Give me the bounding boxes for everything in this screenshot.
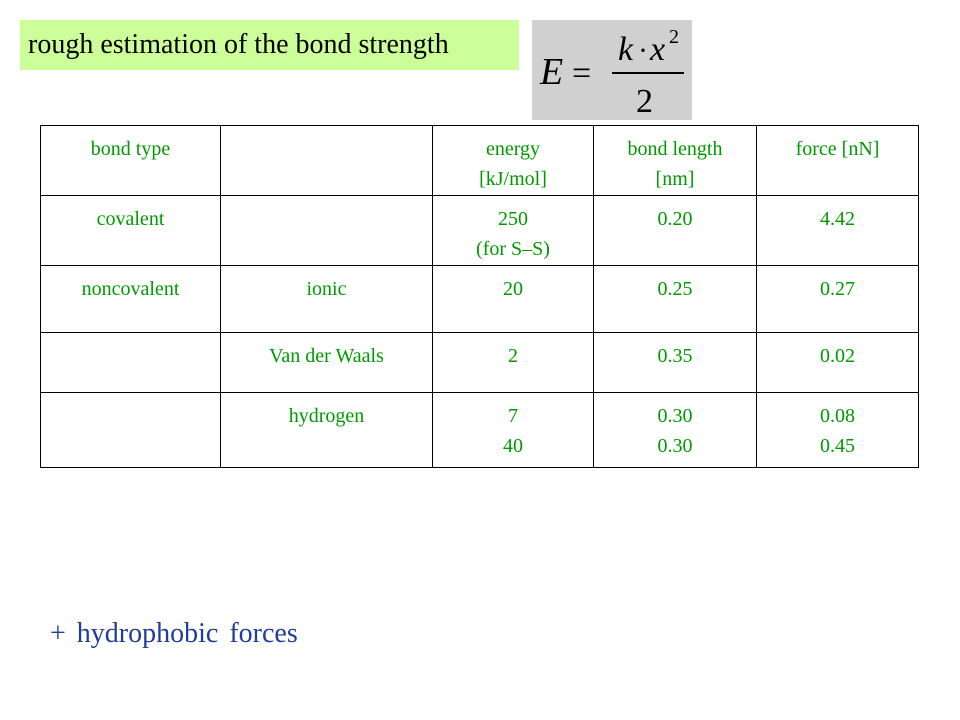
cell-bond-length [594,266,757,333]
type-text: covalent [96,208,165,230]
slide-title-text: rough estimation of the bond strength [28,29,449,60]
formula-exponent: 2 [669,26,679,48]
formula-numerator-x: x [650,31,666,68]
subtype-text: ionic [306,278,347,300]
cell-energy [433,196,594,266]
cell-type [41,393,221,468]
force-value: 0.45 [820,435,855,457]
table-row [41,393,919,468]
hydrophobic-forces-note: + hydrophobic forces [50,618,298,649]
bond-energy-formula [532,20,692,120]
force-value: 0.27 [820,278,855,300]
cell-subtype [221,333,433,393]
cell-subtype [221,266,433,333]
force-value: 0.08 [820,405,855,427]
formula-graphic [532,20,692,120]
length-value: 0.20 [657,208,693,230]
header-force [757,126,919,196]
force-value: 4.42 [820,208,855,230]
force-value: 0.02 [820,345,855,367]
formula-lhs: E [540,51,564,93]
header-bond-type [41,126,221,196]
length-value: 0.30 [657,435,693,457]
slide-title [20,20,519,70]
cell-force [757,196,919,266]
cell-subtype [221,196,433,266]
table-row [41,266,919,333]
bond-strength-table [40,125,919,468]
energy-note: (for S–S) [476,238,550,260]
cell-force [757,333,919,393]
header-energy-line2: [kJ/mol] [479,168,547,190]
energy-value: 40 [503,435,523,457]
cell-energy [433,393,594,468]
table-row [41,333,919,393]
header-energy-line1: energy [485,138,541,160]
energy-value: 20 [503,278,523,300]
cell-subtype [221,393,433,468]
header-subtype [221,126,433,196]
formula-equals: = [572,55,592,92]
formula-numerator-k: k [618,31,634,68]
type-text: noncovalent [81,278,180,300]
formula-numerator-dot: · [638,34,648,67]
header-length-line1: bond length [627,138,723,160]
header-length-line2: [nm] [655,168,695,190]
header-force-label: force [nN] [795,138,880,160]
cell-energy [433,266,594,333]
header-energy [433,126,594,196]
energy-value: 250 [498,208,528,230]
cell-type [41,333,221,393]
length-value: 0.35 [657,345,693,367]
cell-type [41,266,221,333]
header-bond-type-label: bond type [90,138,171,160]
length-value: 0.25 [657,278,693,300]
cell-bond-length [594,393,757,468]
cell-bond-length [594,196,757,266]
header-bond-length [594,126,757,196]
subtype-text: Van der Waals [269,345,384,367]
cell-bond-length [594,333,757,393]
cell-energy [433,333,594,393]
length-value: 0.30 [657,405,693,427]
table-header-row [41,126,919,196]
cell-force [757,266,919,333]
subtype-text: hydrogen [288,405,365,427]
cell-force [757,393,919,468]
table-row [41,196,919,266]
formula-denominator: 2 [636,83,653,120]
energy-value: 7 [508,405,518,427]
energy-value: 2 [508,345,518,367]
cell-type [41,196,221,266]
